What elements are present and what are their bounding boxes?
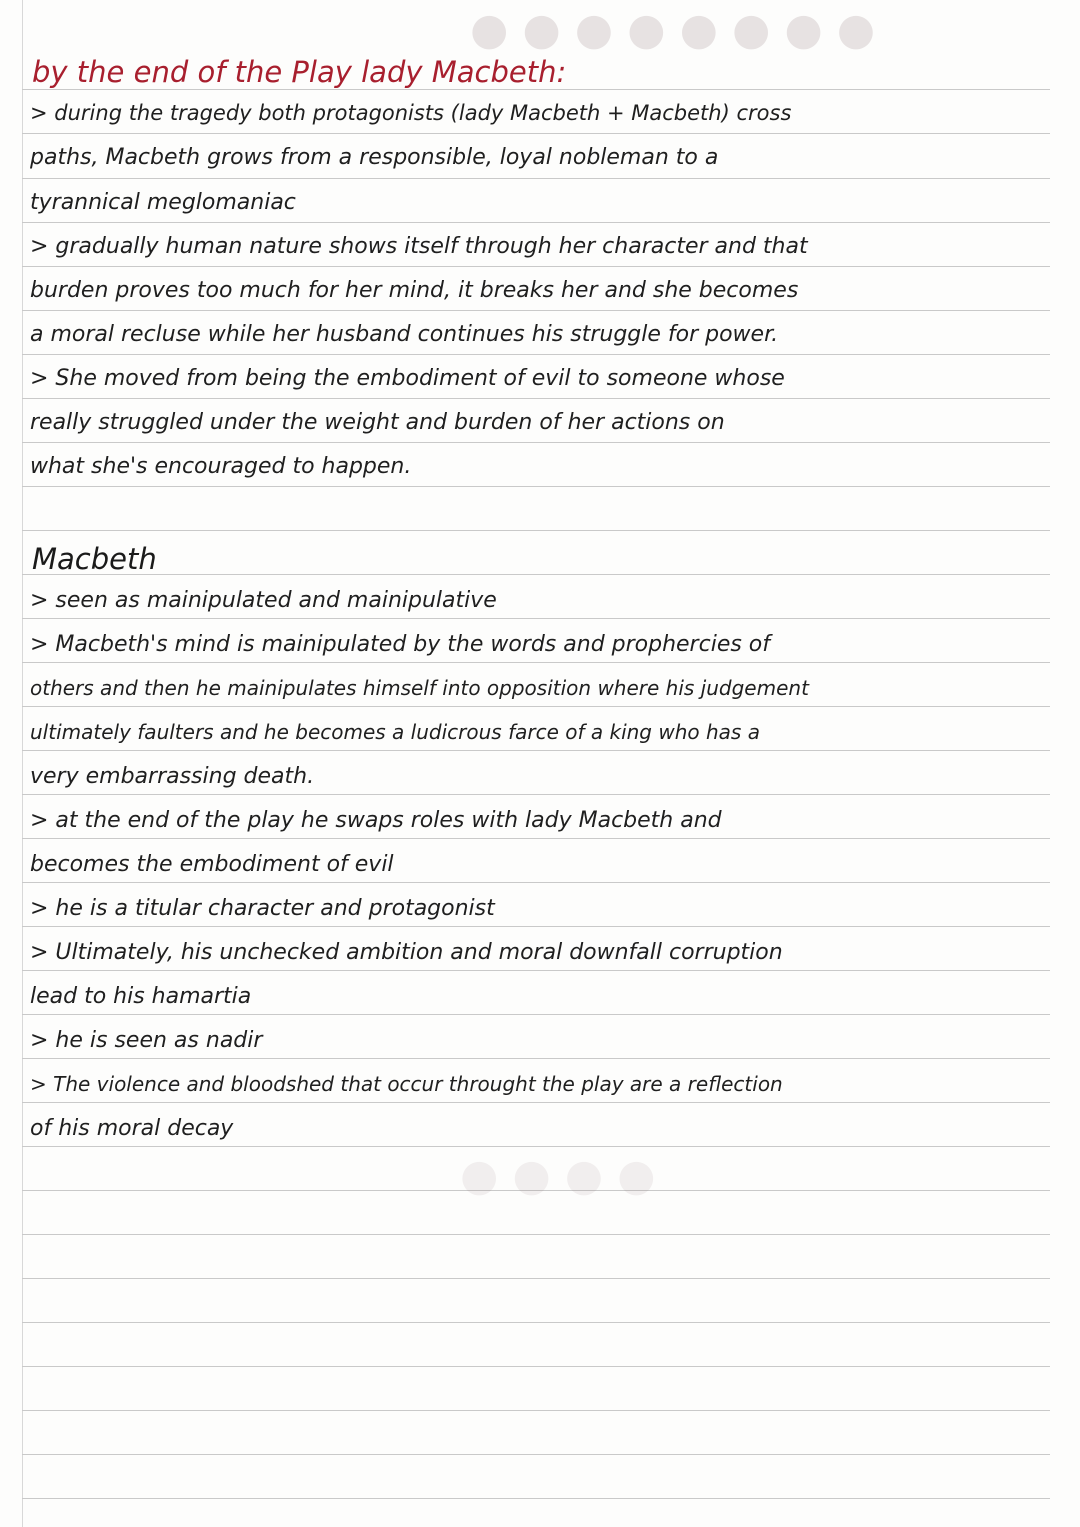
- note-line: > Macbeth's mind is mainipulated by the words and prophercies of: [30, 632, 771, 657]
- note-line: ultimately faulters and he becomes a ludicrous farce of a king who has a: [30, 720, 760, 744]
- ruled-line: [22, 222, 1050, 223]
- note-line: > The violence and bloodshed that occur throught the play are a reflection: [30, 1072, 783, 1096]
- ruled-line: [22, 178, 1050, 179]
- ruled-line: [22, 618, 1050, 619]
- section-heading-macbeth: Macbeth: [32, 542, 157, 576]
- ruled-line: [22, 1454, 1050, 1455]
- note-line: > seen as mainipulated and mainipulative: [30, 588, 497, 613]
- ruled-line: [22, 398, 1050, 399]
- reverse-page-bleed: ●●●●: [460, 1150, 670, 1201]
- ruled-line: [22, 1234, 1050, 1235]
- ruled-line: [22, 1058, 1050, 1059]
- note-line: > he is seen as nadir: [30, 1028, 263, 1053]
- note-line: really struggled under the weight and burden of her actions on: [30, 410, 725, 435]
- ruled-line: [22, 838, 1050, 839]
- note-line: > he is a titular character and protagonist: [30, 896, 495, 921]
- ruled-line: [22, 310, 1050, 311]
- ruled-line: [22, 882, 1050, 883]
- note-line: a moral recluse while her husband continues his struggle for power.: [30, 322, 779, 347]
- ruled-line: [22, 89, 1050, 90]
- ruled-line: [22, 926, 1050, 927]
- note-line: others and then he mainipulates himself into opposition where his judgement: [30, 676, 809, 700]
- note-line: burden proves too much for her mind, it breaks her and she becomes: [30, 278, 799, 303]
- ruled-line: [22, 970, 1050, 971]
- ruled-line: [22, 1014, 1050, 1015]
- ruled-line: [22, 133, 1050, 134]
- note-line: very embarrassing death.: [30, 764, 315, 789]
- ruled-line: [22, 794, 1050, 795]
- note-line: becomes the embodiment of evil: [30, 852, 394, 877]
- note-line: > during the tragedy both protagonists (lady Macbeth + Macbeth) cross: [30, 101, 792, 125]
- note-line: > at the end of the play he swaps roles with lady Macbeth and: [30, 808, 722, 833]
- ruled-line: [22, 354, 1050, 355]
- ruled-line: [22, 1190, 1050, 1191]
- note-line: > Ultimately, his unchecked ambition and moral downfall corruption: [30, 940, 783, 965]
- note-line: what she's encouraged to happen.: [30, 454, 412, 479]
- ruled-line: [22, 750, 1050, 751]
- ruled-line: [22, 574, 1050, 575]
- ruled-line: [22, 1146, 1050, 1147]
- note-line: tyrannical meglomaniac: [30, 190, 296, 215]
- page-margin-line: [22, 0, 23, 1527]
- ruled-line: [22, 1102, 1050, 1103]
- section-heading-lady-macbeth: by the end of the Play lady Macbeth:: [32, 55, 567, 89]
- ruled-line: [22, 1410, 1050, 1411]
- ruled-line: [22, 1278, 1050, 1279]
- note-line: lead to his hamartia: [30, 984, 252, 1009]
- note-line: > She moved from being the embodiment of evil to someone whose: [30, 366, 785, 391]
- note-line: of his moral decay: [30, 1116, 234, 1141]
- ruled-line: [22, 486, 1050, 487]
- ruled-line: [22, 1366, 1050, 1367]
- note-line: > gradually human nature shows itself through her character and that: [30, 234, 808, 259]
- ruled-line: [22, 442, 1050, 443]
- ruled-line: [22, 1498, 1050, 1499]
- ruled-line: [22, 266, 1050, 267]
- note-line: paths, Macbeth grows from a responsible, loyal nobleman to a: [30, 145, 719, 170]
- reverse-page-bleed: ●●●●●●●●: [470, 4, 890, 55]
- ruled-line: [22, 662, 1050, 663]
- ruled-line: [22, 530, 1050, 531]
- ruled-line: [22, 706, 1050, 707]
- ruled-line: [22, 1322, 1050, 1323]
